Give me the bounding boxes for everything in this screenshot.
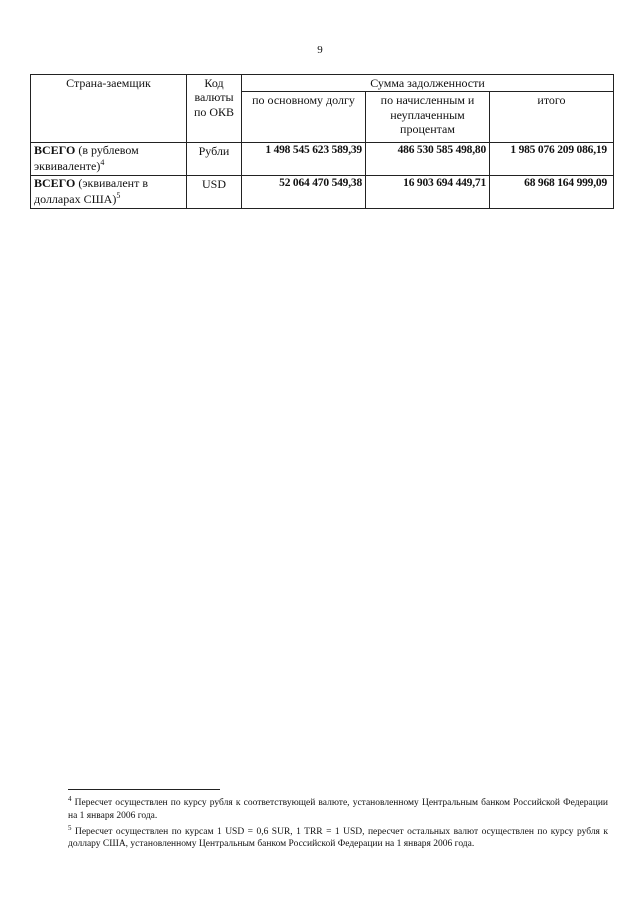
row-total: 68 968 164 999,09 [490, 175, 614, 208]
row-interest: 486 530 585 498,80 [366, 143, 490, 176]
footnote-item [68, 824, 608, 851]
row-currency: Рубли [187, 143, 242, 176]
row-interest: 16 903 694 449,71 [366, 175, 490, 208]
footnote-item [68, 795, 608, 822]
header-country: Страна-заемщик [31, 75, 187, 143]
table-row [31, 143, 614, 176]
debt-table [30, 74, 614, 209]
row-principal: 52 064 470 549,38 [242, 175, 366, 208]
footnote-mark: 5 [68, 823, 72, 832]
footnote-text: Пересчет осуществлен по курсам 1 USD = 0,6 SUR, 1 TRR = 1 USD, пересчет остальных валют осуществлен по курсу рубля к доллару США, установленному Центральным банком Российской Федерации на 1 января 2006 года. [68, 827, 608, 850]
row-principal: 1 498 545 623 589,39 [242, 143, 366, 176]
row-label-rest: (эквивалент в долларах США) [34, 175, 148, 206]
header-interest: по начисленным и неуплаченным процентам [366, 92, 490, 143]
footnote-ref: 5 [116, 190, 121, 200]
row-label-rest: (в рублевом эквиваленте) [34, 143, 139, 174]
header-currency-code: Код валюты по ОКВ [187, 75, 242, 143]
footnote-text: Пересчет осуществлен по курсу рубля к соответствующей валюте, установленному Центральным банком Российской Федерации на 1 января 2006 года. [68, 798, 608, 821]
row-label-bold: ВСЕГО [34, 143, 76, 158]
footnote-divider [68, 789, 220, 790]
row-currency: USD [187, 175, 242, 208]
header-principal: по основному долгу [242, 92, 366, 143]
header-debt-sum: Сумма задолженности [242, 75, 614, 92]
footnote-ref: 4 [100, 158, 105, 168]
row-total: 1 985 076 209 086,19 [490, 143, 614, 176]
table-row [31, 175, 614, 208]
page-number: 9 [317, 44, 323, 56]
footnote-mark: 4 [68, 795, 72, 803]
header-total: итого [490, 92, 614, 143]
row-label [31, 175, 187, 208]
row-label-bold: ВСЕГО [34, 175, 76, 190]
footnotes [68, 795, 608, 853]
row-label [31, 143, 187, 176]
